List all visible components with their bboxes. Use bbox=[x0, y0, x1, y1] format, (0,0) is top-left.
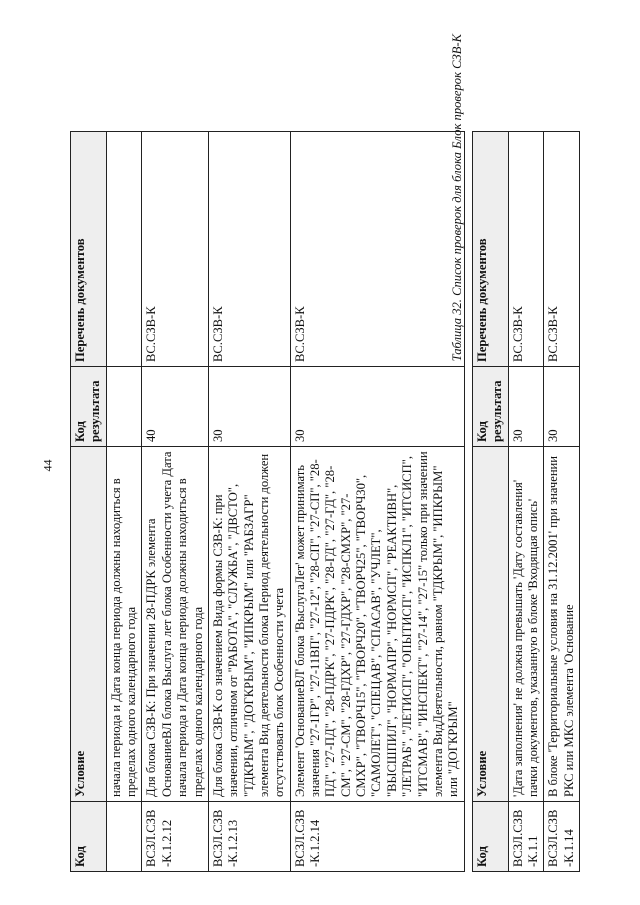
page-number: 44 bbox=[40, 459, 55, 472]
table-row bbox=[142, 132, 208, 872]
header-result-code: Код результата bbox=[71, 367, 107, 447]
header-code: Код bbox=[473, 802, 509, 872]
cell-documents: ВС.СЗВ-К bbox=[290, 132, 464, 367]
cell-code bbox=[106, 802, 142, 872]
table-row bbox=[208, 132, 290, 872]
cell-code: ВСЗЛ.СЗВ-К.1.14 bbox=[544, 802, 580, 872]
header-documents: Перечень документов bbox=[71, 132, 107, 367]
cell-result-code: 30 bbox=[208, 367, 290, 447]
header-result-code: Код результата bbox=[473, 367, 509, 447]
table-row bbox=[544, 132, 580, 872]
table-row bbox=[508, 132, 544, 872]
checks-table-continued bbox=[70, 131, 465, 872]
cell-result-code: 30 bbox=[508, 367, 544, 447]
cell-condition: Для блока СЗВ-К: При значении 28-ПДРК элемента ОснованиеВЛ блока Выслуга лет блока Особенности учета Дата начала периода и Дата конца периода должны находиться в пределах одного календарного года bbox=[142, 447, 208, 802]
cell-condition: Элемент 'ОснованиеВЛ' блока 'ВыслугаЛет' может принимать значения "27-1ГР", "27-11ВП", "27-12", "28-СП", "27-СП", "28-ПД", "27-ПД", "28-ПДРК", "27-ПДРК", "28-ГД", "27-ГД", "28-СМ", "27-СМ", "28-ГДХР", "27-ГДХР", "28-СМХР", "27-СМХР", "ТВОРЧ15", "ТВОРЧ20", "ТВОРЧ25", "ТВОРЧ30", "САМОЛЕТ", "СПЕЦАВ", "СПАСАВ", "УЧЛЕТ", "ВЫСШПИЛ", "НОРМАПР", "НОРМСП", "РЕАКТИВН", "ЛЕТРАБ", "ЛЕТИСП", "ОПЫТИСП", "ИСПКЛ1", "ИТСИСП", "ИТСМАВ", "ИНСПЕКТ", "27-14", "27-15" только при значении элемента ВидДеятельности, равном "ТДКРЫМ", "ИПКРЫМ" или "ДОГКРЫМ" bbox=[290, 447, 464, 802]
header-condition: Условие bbox=[473, 447, 509, 802]
cell-documents: ВС.СЗВ-К bbox=[544, 132, 580, 367]
cell-result-code bbox=[106, 367, 142, 447]
cell-code: ВСЗЛ.СЗВ-К.1.2.13 bbox=[208, 802, 290, 872]
cell-result-code: 40 bbox=[142, 367, 208, 447]
cell-code: ВСЗЛ.СЗВ-К.1.1 bbox=[508, 802, 544, 872]
cell-code: ВСЗЛ.СЗВ-К.1.2.14 bbox=[290, 802, 464, 872]
table-caption: Таблица 32. Список проверок для блока Блок проверок СЗВ-К bbox=[450, 34, 464, 362]
table-header-row bbox=[71, 132, 107, 872]
cell-condition: Для блока СЗВ-К со значением Вида формы СЗВ-К: при значении, отличном от "РАБОТА", "СЛУЖБА", "ДВСТО", "ТДКРЫМ", "ДОГКРЫМ", "ИПКРЫМ" или "РАБЗАГР" элемента Вид деятельности блока Период деятельности должен отсутствовать блок Особенности учета bbox=[208, 447, 290, 802]
cell-result-code: 30 bbox=[544, 367, 580, 447]
cell-condition: В блоке 'Территориальные условия на 31.12.2001' при значении РКС или МКС элемента 'Основание bbox=[544, 447, 580, 802]
checks-table-32 bbox=[472, 131, 580, 872]
table-row bbox=[106, 132, 142, 872]
cell-documents bbox=[106, 132, 142, 367]
table-header-row bbox=[473, 132, 509, 872]
cell-documents: ВС.СЗВ-К bbox=[508, 132, 544, 367]
cell-condition: 'Дата заполнения' не должна превышать 'Дату составления' пачки документов, указанную в блоке 'Входящая опись' bbox=[508, 447, 544, 802]
header-condition: Условие bbox=[71, 447, 107, 802]
cell-condition: начала периода и Дата конца периода должны находиться в пределах одного календарного года bbox=[106, 447, 142, 802]
table-row bbox=[290, 132, 464, 872]
rotated-content bbox=[68, 34, 608, 880]
header-documents: Перечень документов bbox=[473, 132, 509, 367]
cell-documents: ВС.СЗВ-К bbox=[142, 132, 208, 367]
header-code: Код bbox=[71, 802, 107, 872]
cell-documents: ВС.СЗВ-К bbox=[208, 132, 290, 367]
cell-code: ВСЗЛ.СЗВ-К.1.2.12 bbox=[142, 802, 208, 872]
cell-result-code: 30 bbox=[290, 367, 464, 447]
